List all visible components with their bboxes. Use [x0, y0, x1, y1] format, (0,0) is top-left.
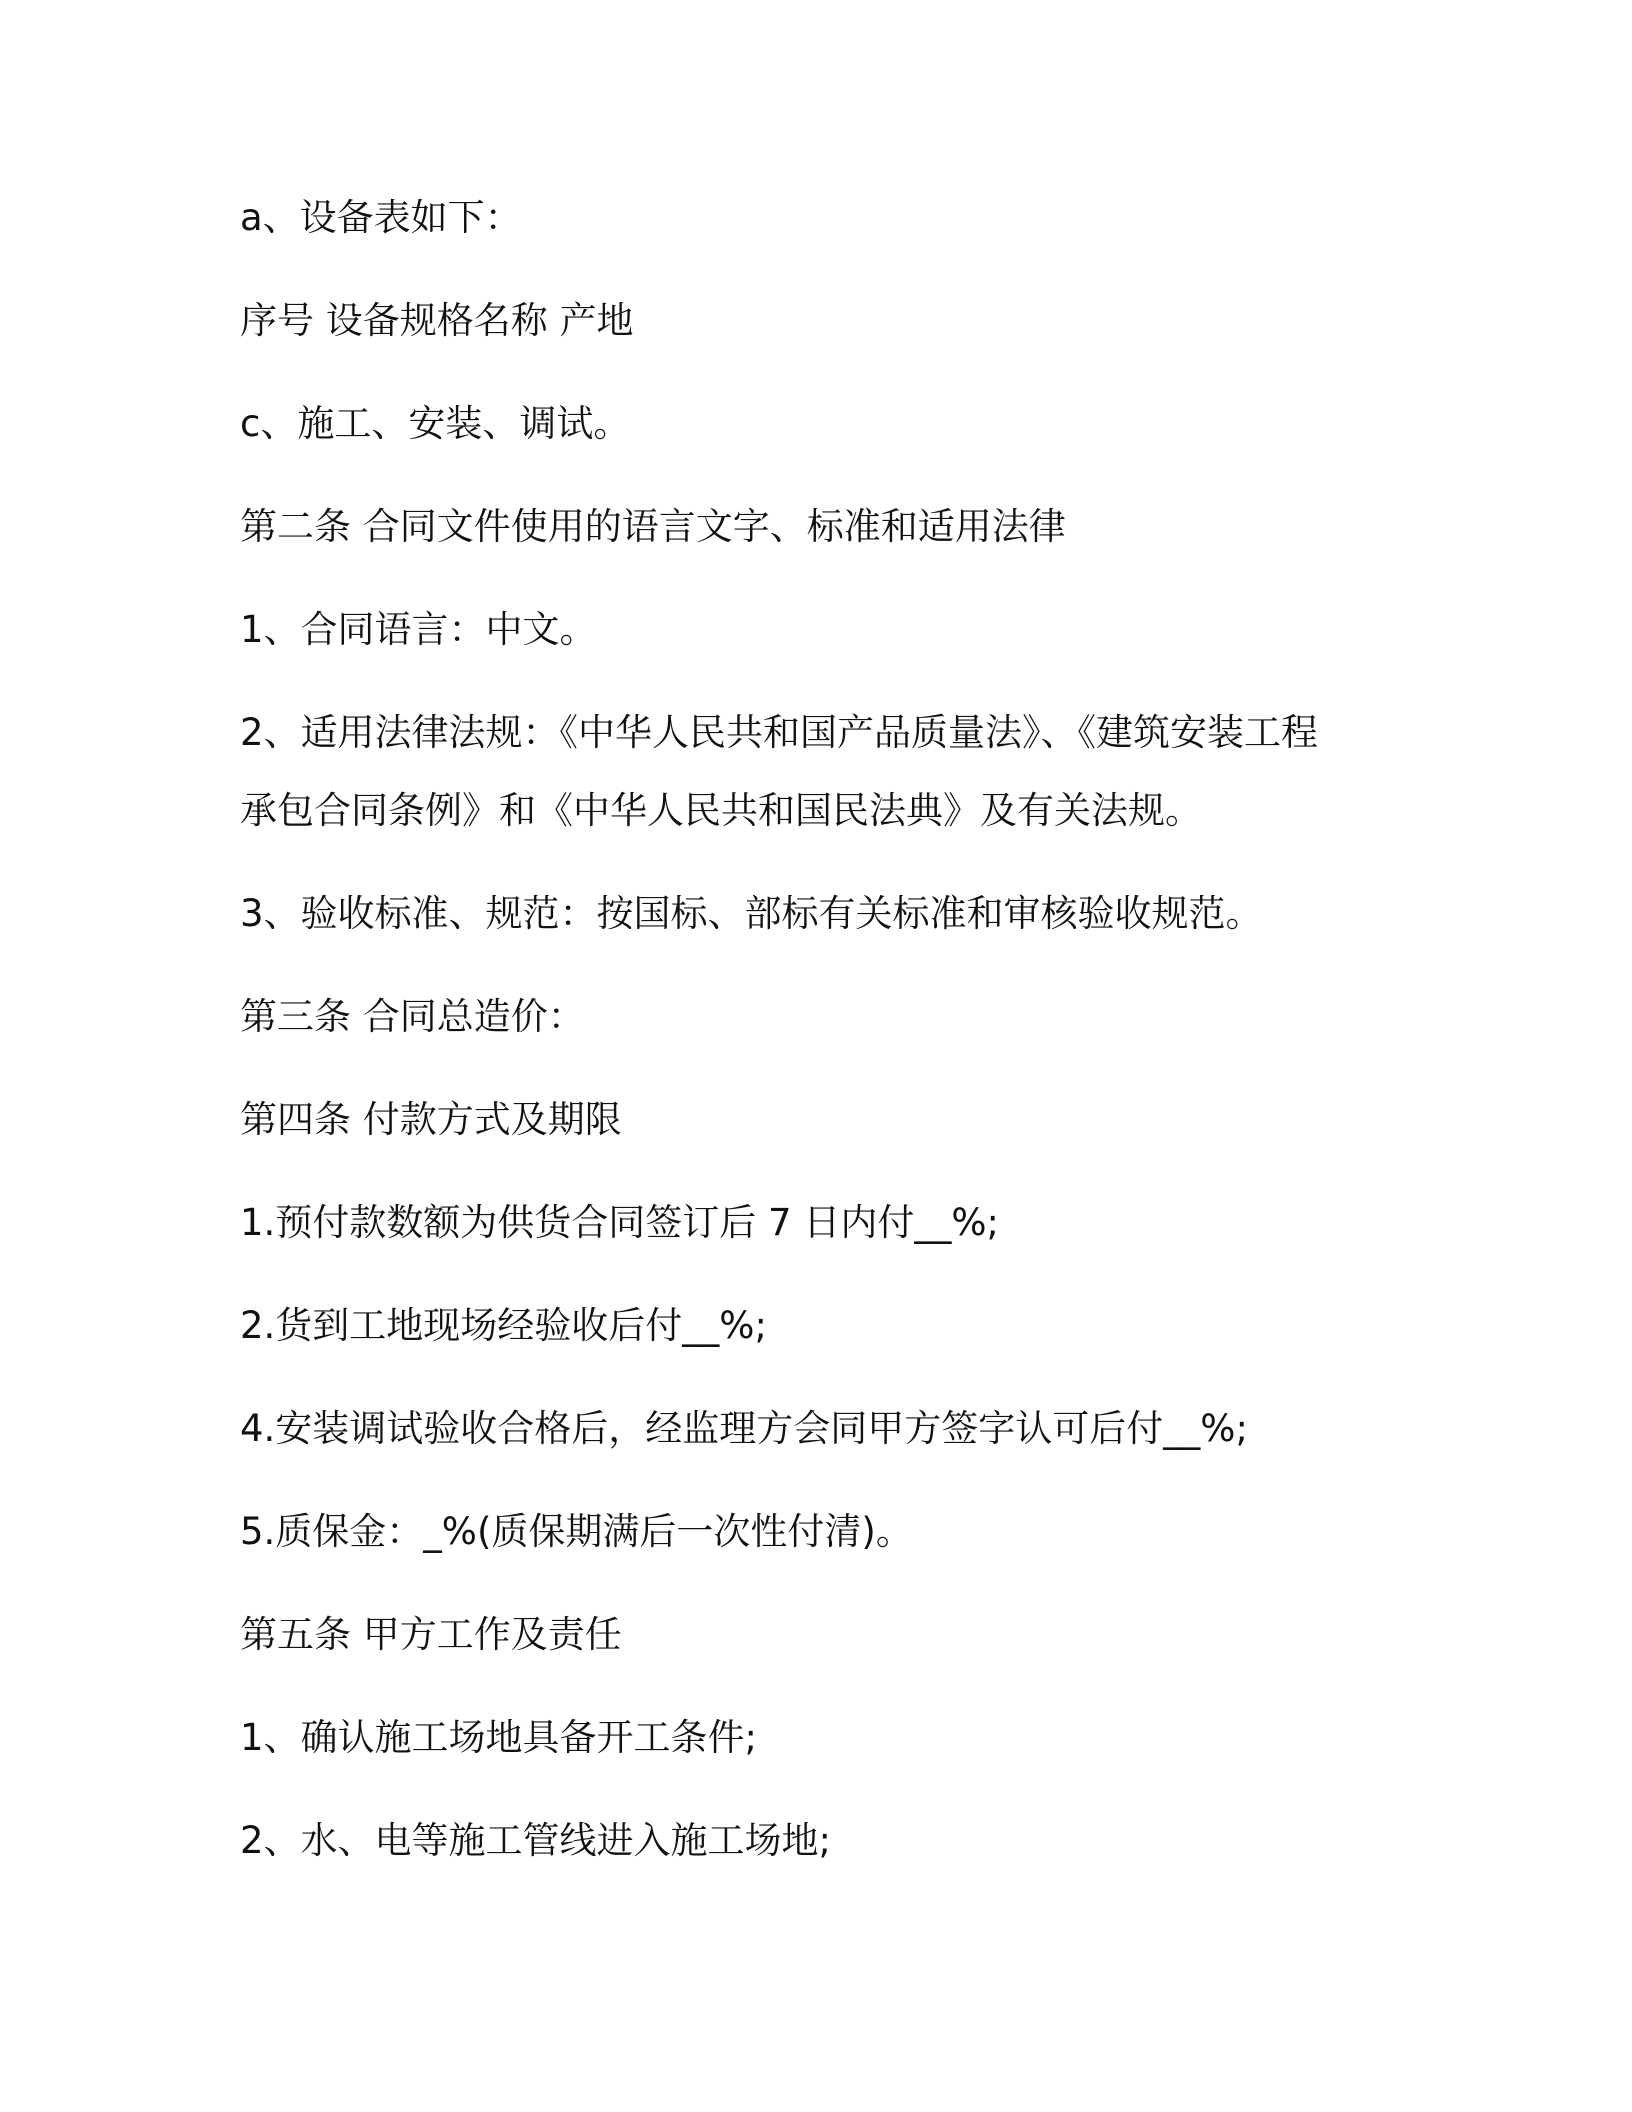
article-4-heading: 第四条 付款方式及期限	[240, 1098, 622, 1141]
equipment-table-intro: a、设备表如下：	[240, 196, 522, 239]
construction-item: c、施工、安装、调试。	[240, 402, 631, 445]
site-readiness-clause: 1、确认施工场地具备开工条件;	[240, 1716, 758, 1759]
article-2-heading: 第二条 合同文件使用的语言文字、标准和适用法律	[240, 505, 1066, 548]
warranty-deposit-clause: 5.质保金：_%(质保期满后一次性付清)。	[240, 1510, 913, 1553]
installation-payment-clause: 4.安装调试验收合格后，经监理方会同甲方签字认可后付__%;	[240, 1407, 1248, 1450]
utilities-clause: 2、水、电等施工管线进入施工场地;	[240, 1819, 832, 1862]
applicable-law-clause-line-1: 2、适用法律法规：《中华人民共和国产品质量法》、《建筑安装工程	[240, 711, 1319, 754]
article-3-heading: 第三条 合同总造价：	[240, 995, 585, 1038]
contract-language-clause: 1、合同语言：中文。	[240, 608, 597, 651]
delivery-payment-clause: 2.货到工地现场经验收后付__%;	[240, 1304, 767, 1347]
acceptance-standard-clause: 3、验收标准、规范：按国标、部标有关标准和审核验收规范。	[240, 892, 1263, 935]
advance-payment-clause: 1.预付款数额为供货合同签订后 7 日内付__%;	[240, 1201, 999, 1244]
applicable-law-clause-line-2: 承包合同条例》和《中华人民共和国民法典》及有关法规。	[240, 789, 1202, 832]
article-5-heading: 第五条 甲方工作及责任	[240, 1613, 622, 1656]
equipment-table-header: 序号 设备规格名称 产地	[240, 299, 634, 342]
